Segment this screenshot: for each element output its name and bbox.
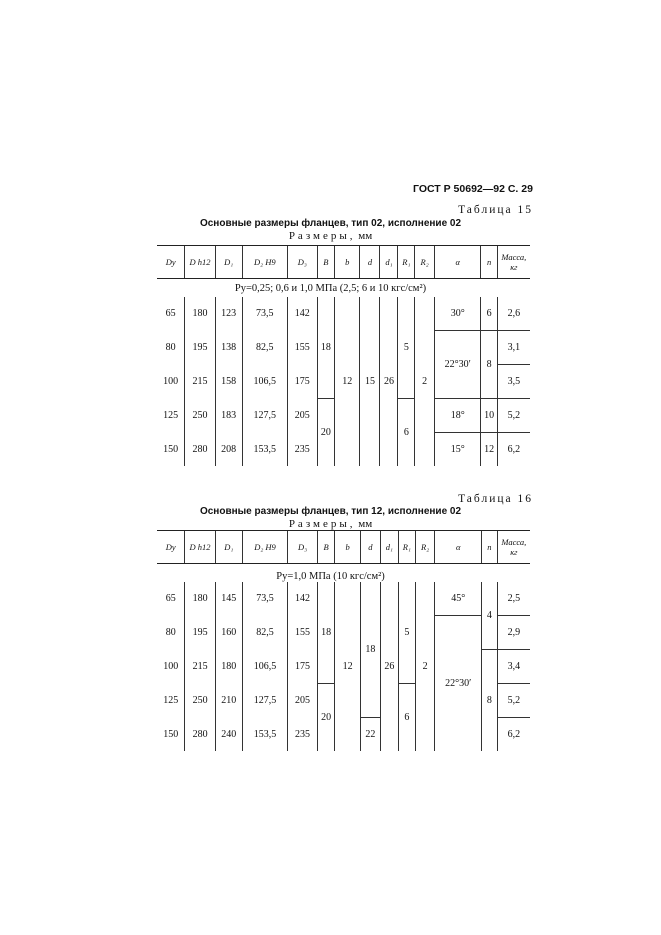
units-word: Размеры, <box>288 518 356 530</box>
column-header: d <box>360 246 380 279</box>
table-cell: 153,5 <box>242 718 287 752</box>
table-cell: 18 <box>317 582 335 684</box>
table-cell: 127,5 <box>242 399 287 433</box>
table-cell: 20 <box>317 684 335 752</box>
column-header: D₂ H9 <box>242 531 287 564</box>
table-cell: 2 <box>415 582 435 751</box>
table-cell: 6 <box>398 684 415 752</box>
table-cell: 175 <box>288 650 318 684</box>
table-cell: 142 <box>288 582 318 616</box>
units-value: мм <box>358 518 373 530</box>
table-cell: 100 <box>163 661 179 672</box>
table-cell: 73,5 <box>242 297 287 331</box>
table-cell: 150 <box>163 728 179 740</box>
table-cell: 80 <box>165 342 176 353</box>
column-header: Dу <box>157 531 185 564</box>
table-cell: 195 <box>185 331 215 365</box>
table-cell: 6,2 <box>497 718 530 752</box>
table-cell: 208 <box>215 433 242 467</box>
table-cell: 12 <box>335 297 360 466</box>
table-cell: 180 <box>185 582 215 616</box>
table-cell: 2,5 <box>497 582 530 616</box>
table-cell: 82,5 <box>242 616 287 650</box>
table-cell: 235 <box>287 433 317 467</box>
table-cell: 250 <box>185 684 215 718</box>
table-cell: 210 <box>215 684 242 718</box>
table-cell: 30° <box>434 297 481 331</box>
table-cell: 205 <box>288 684 318 718</box>
column-header: n <box>482 531 498 564</box>
table-cell: 82,5 <box>242 331 287 365</box>
table-cell: 155 <box>288 616 318 650</box>
table-cell: 22 <box>360 718 380 752</box>
column-header: D₃ <box>288 531 318 564</box>
table-cell: 138 <box>215 331 242 365</box>
table-cell: 235 <box>288 718 318 752</box>
table-row <box>157 297 530 331</box>
table-cell: 5 <box>398 582 415 684</box>
column-header: b <box>335 246 360 279</box>
table-cell: 15 <box>360 297 380 466</box>
table-cell: 5,2 <box>497 399 530 433</box>
table-cell: 5,2 <box>497 684 530 718</box>
table-15-pressure: Pу=0,25; 0,6 и 1,0 МПа (2,5; 6 и 10 кгс/см²) <box>234 283 427 294</box>
units-value: мм <box>358 230 373 242</box>
column-header: Dу <box>157 246 185 279</box>
table-cell: 180 <box>185 297 215 331</box>
table-cell: 6,2 <box>497 433 530 467</box>
table-cell: 26 <box>380 582 398 751</box>
table-16-units <box>0 518 661 530</box>
table-cell: 153,5 <box>242 433 287 467</box>
column-header: R₂ <box>415 246 435 279</box>
table-cell: 10 <box>481 399 497 433</box>
table-cell: 65 <box>165 308 176 320</box>
table-cell: 4 <box>482 582 498 650</box>
table-cell: 175 <box>287 365 317 399</box>
table-cell: 215 <box>185 650 215 684</box>
table-cell: 183 <box>215 399 242 433</box>
table-cell: 158 <box>215 365 242 399</box>
column-header: d₁ <box>380 246 398 279</box>
column-header: R₁ <box>398 531 415 564</box>
column-header: α <box>435 531 482 564</box>
table-cell: 8 <box>481 331 497 399</box>
table-cell: 142 <box>287 297 317 331</box>
table-cell: 8 <box>482 650 498 752</box>
table-cell: 123 <box>215 297 242 331</box>
column-header: Масса, кг <box>497 246 530 279</box>
column-header: d₁ <box>380 531 398 564</box>
column-header: D₃ <box>287 246 317 279</box>
table-cell: 2,6 <box>497 297 530 331</box>
table-cell: 145 <box>215 582 242 616</box>
table-cell: 280 <box>185 433 215 467</box>
table-cell: 3,5 <box>497 365 530 399</box>
table-16-title: Основные размеры фланцев, тип 12, исполнение 02 <box>199 506 462 517</box>
table-cell: 65 <box>165 593 176 605</box>
table-cell: 80 <box>165 627 176 638</box>
table-cell: 2 <box>415 297 435 466</box>
column-header: α <box>434 246 481 279</box>
table-cell: 280 <box>185 718 215 752</box>
column-header: B <box>317 246 335 279</box>
column-header: D h12 <box>185 531 215 564</box>
column-header: D h12 <box>185 246 215 279</box>
column-header: n <box>481 246 497 279</box>
table-15-units <box>0 230 661 242</box>
table-cell: 106,5 <box>242 365 287 399</box>
header-row <box>157 531 530 564</box>
table-cell: 160 <box>215 616 242 650</box>
table-cell: 6 <box>398 399 415 467</box>
table-cell: 215 <box>185 365 215 399</box>
table-cell: 20 <box>317 399 335 467</box>
table-cell: 3,1 <box>497 331 530 365</box>
table-16 <box>157 530 530 751</box>
table-15 <box>157 245 530 466</box>
table-cell: 18° <box>434 399 481 433</box>
table-cell: 100 <box>163 376 179 387</box>
table-cell: 127,5 <box>242 684 287 718</box>
column-header: R₂ <box>415 531 435 564</box>
table-cell: 250 <box>185 399 215 433</box>
table-cell: 150 <box>163 443 179 455</box>
header-row <box>157 246 530 279</box>
table-cell: 18 <box>360 582 380 718</box>
table-cell: 26 <box>380 297 398 466</box>
table-cell: 180 <box>215 650 242 684</box>
column-header: D₁ <box>215 531 242 564</box>
column-header: b <box>335 531 360 564</box>
table-cell: 73,5 <box>242 582 287 616</box>
table-cell: 45° <box>435 582 482 616</box>
table-cell: 12 <box>335 582 360 751</box>
table-cell: 22°30′ <box>434 331 481 399</box>
table-cell: 205 <box>287 399 317 433</box>
table-cell: 125 <box>163 695 179 706</box>
column-header: Масса, кг <box>497 531 530 564</box>
table-15-title: Основные размеры фланцев, тип 02, исполнение 02 <box>199 218 462 229</box>
table-cell: 155 <box>287 331 317 365</box>
table-row <box>157 582 530 616</box>
table-cell: 22°30′ <box>435 616 482 752</box>
table-cell: 12 <box>481 433 497 467</box>
table-cell: 18 <box>317 297 335 399</box>
table-cell: 3,4 <box>497 650 530 684</box>
table-cell: 5 <box>398 297 415 399</box>
column-header: d <box>360 531 380 564</box>
table-cell: 106,5 <box>242 650 287 684</box>
table-15-label: Таблица 15 <box>458 204 533 216</box>
table-cell: 6 <box>481 297 497 331</box>
column-header: R₁ <box>398 246 415 279</box>
table-cell: 195 <box>185 616 215 650</box>
column-header: D₁ <box>215 246 242 279</box>
units-word: Размеры, <box>288 230 356 242</box>
column-header: B <box>317 531 335 564</box>
table-16-label: Таблица 16 <box>458 493 533 505</box>
table-cell: 15° <box>434 433 481 467</box>
page-header: ГОСТ Р 50692—92 С. 29 <box>413 183 533 195</box>
table-cell: 2,9 <box>497 616 530 650</box>
column-header: D₂ H9 <box>242 246 287 279</box>
table-cell: 125 <box>163 410 179 421</box>
table-16-pressure: Pу=1,0 МПа (10 кгс/см²) <box>276 571 385 582</box>
table-cell: 240 <box>215 718 242 752</box>
